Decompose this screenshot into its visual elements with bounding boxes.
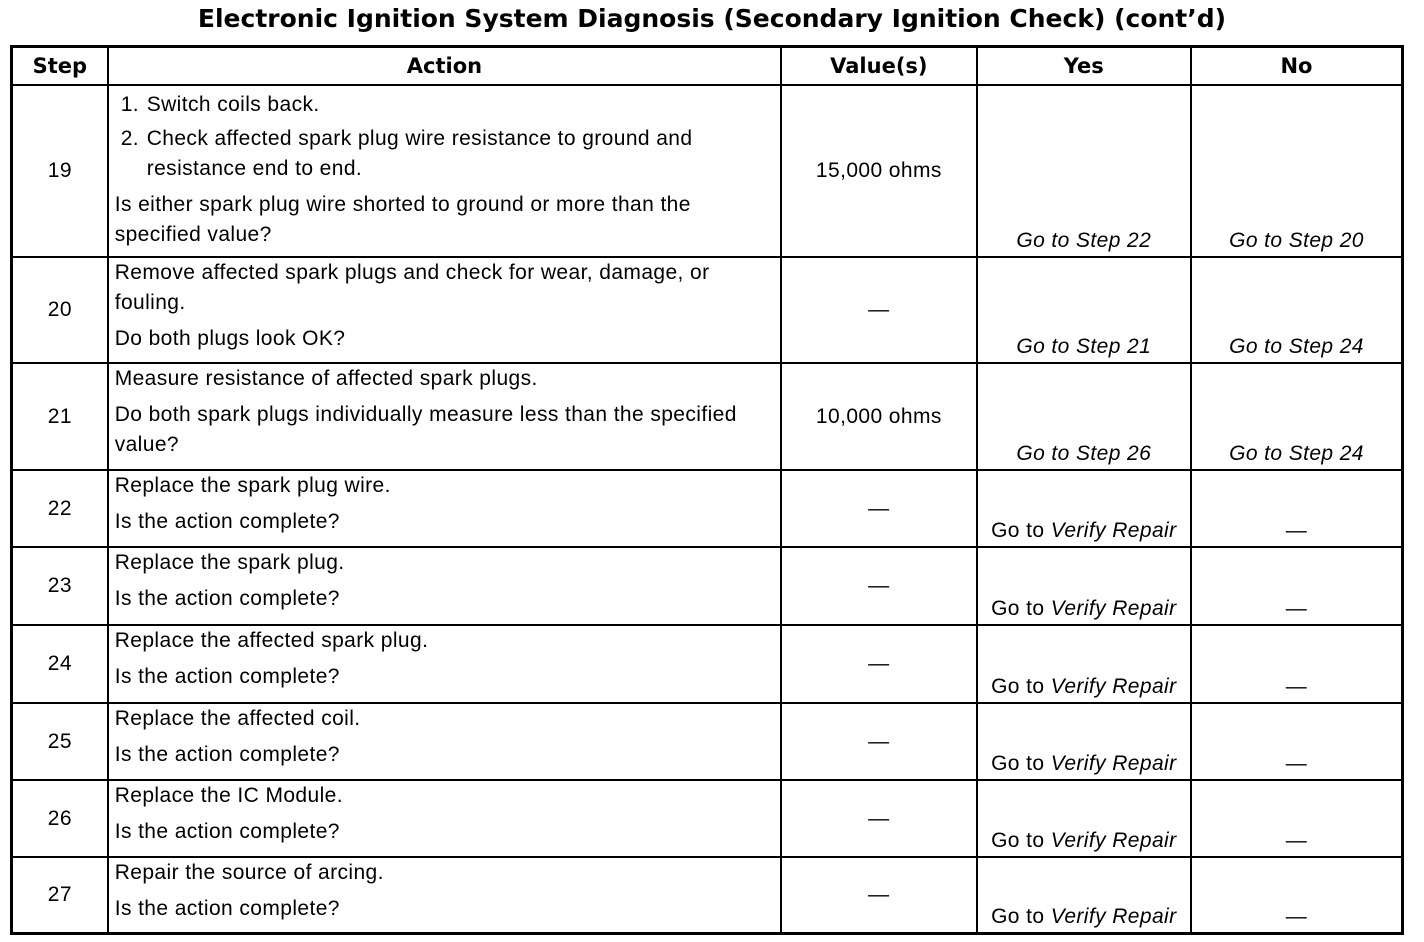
- action-question: Is the action complete?: [114, 743, 340, 766]
- no-cell: —: [1191, 703, 1403, 780]
- action-question: Is the action complete?: [114, 665, 340, 688]
- action-text: Measure resistance of affected spark plugs.: [114, 367, 538, 390]
- table-row: [12, 257, 1403, 363]
- verify-repair-link[interactable]: Verify Repair: [1050, 519, 1177, 542]
- step-number: 25: [12, 703, 108, 780]
- go-to-text: Go to: [991, 829, 1045, 852]
- step-number: 19: [12, 85, 108, 257]
- step-number: 20: [12, 257, 108, 363]
- yes-link[interactable]: Go to Step 26: [977, 363, 1191, 470]
- action-cell: [108, 363, 781, 470]
- no-link[interactable]: Go to Step 20: [1191, 85, 1403, 257]
- header-no: No: [1191, 47, 1403, 86]
- yes-cell: [977, 470, 1191, 547]
- yes-cell: [977, 780, 1191, 857]
- action-text: Replace the affected spark plug.: [114, 629, 429, 652]
- action-question: Is the action complete?: [114, 587, 340, 610]
- no-cell: —: [1191, 470, 1403, 547]
- list-item: 2. Check affected spark plug wire resistance to ground and resistance end to end.: [120, 127, 693, 180]
- no-cell: —: [1191, 625, 1403, 703]
- table-row: [12, 363, 1403, 470]
- action-question: Do both plugs look OK?: [114, 327, 346, 350]
- verify-repair-link[interactable]: Verify Repair: [1050, 675, 1177, 698]
- action-cell: [108, 625, 781, 703]
- table-row: [12, 780, 1403, 857]
- action-text: Replace the spark plug.: [114, 551, 345, 574]
- action-cell: [108, 85, 781, 257]
- step-number: 26: [12, 780, 108, 857]
- value-cell: —: [781, 780, 976, 857]
- action-text: Repair the source of arcing.: [114, 861, 384, 884]
- step-number: 23: [12, 547, 108, 625]
- action-question: Is either spark plug wire shorted to ground or more than the specified value?: [114, 193, 691, 246]
- table-row: [12, 470, 1403, 547]
- yes-cell: [977, 547, 1191, 625]
- diagnosis-table: [10, 45, 1404, 935]
- page-title: Electronic Ignition System Diagnosis (Secondary Ignition Check) (cont’d): [197, 4, 1227, 33]
- value-cell: —: [781, 470, 976, 547]
- yes-cell: [977, 703, 1191, 780]
- table-row: [12, 547, 1403, 625]
- header-values: Value(s): [781, 47, 976, 86]
- verify-repair-link[interactable]: Verify Repair: [1050, 597, 1177, 620]
- yes-cell: [977, 625, 1191, 703]
- header-step: Step: [12, 47, 108, 86]
- value-cell: —: [781, 547, 976, 625]
- value-cell: 15,000 ohms: [781, 85, 976, 257]
- value-cell: —: [781, 857, 976, 933]
- yes-link[interactable]: Go to Step 22: [977, 85, 1191, 257]
- action-cell: [108, 257, 781, 363]
- value-cell: —: [781, 625, 976, 703]
- action-question: Is the action complete?: [114, 897, 340, 920]
- step-number: 24: [12, 625, 108, 703]
- value-cell: 10,000 ohms: [781, 363, 976, 470]
- go-to-text: Go to: [991, 519, 1045, 542]
- yes-cell: [977, 857, 1191, 933]
- header-yes: Yes: [977, 47, 1191, 86]
- action-cell: [108, 470, 781, 547]
- table-row: [12, 857, 1403, 933]
- action-text: Remove affected spark plugs and check for wear, damage, or fouling.: [114, 261, 710, 314]
- go-to-text: Go to: [991, 904, 1045, 928]
- action-cell: [108, 547, 781, 625]
- header-row: [12, 47, 1403, 86]
- no-link[interactable]: Go to Step 24: [1191, 257, 1403, 363]
- verify-repair-link[interactable]: Verify Repair: [1050, 829, 1177, 852]
- step-number: 21: [12, 363, 108, 470]
- action-cell: [108, 703, 781, 780]
- go-to-text: Go to: [991, 597, 1045, 620]
- step-number: 22: [12, 470, 108, 547]
- action-text: Replace the spark plug wire.: [114, 474, 391, 497]
- action-text: Replace the IC Module.: [114, 784, 343, 807]
- go-to-text: Go to: [991, 675, 1045, 698]
- action-question: Is the action complete?: [114, 510, 340, 533]
- verify-repair-link[interactable]: Verify Repair: [1050, 904, 1177, 928]
- action-text: Replace the affected coil.: [114, 707, 361, 730]
- table-row: [12, 85, 1403, 257]
- value-cell: —: [781, 257, 976, 363]
- no-cell: —: [1191, 780, 1403, 857]
- table-row: [12, 625, 1403, 703]
- no-cell: —: [1191, 857, 1403, 933]
- list-item: 1. Switch coils back.: [120, 93, 320, 116]
- verify-repair-link[interactable]: Verify Repair: [1050, 752, 1177, 775]
- yes-link[interactable]: Go to Step 21: [977, 257, 1191, 363]
- no-cell: —: [1191, 547, 1403, 625]
- action-cell: [108, 780, 781, 857]
- action-question: Is the action complete?: [114, 820, 340, 843]
- action-cell: [108, 857, 781, 933]
- no-link[interactable]: Go to Step 24: [1191, 363, 1403, 470]
- value-cell: —: [781, 703, 976, 780]
- go-to-text: Go to: [991, 752, 1045, 775]
- step-number: 27: [12, 857, 108, 933]
- header-action: Action: [108, 47, 781, 86]
- table-row: [12, 703, 1403, 780]
- action-question: Do both spark plugs individually measure less than the specified value?: [114, 403, 737, 456]
